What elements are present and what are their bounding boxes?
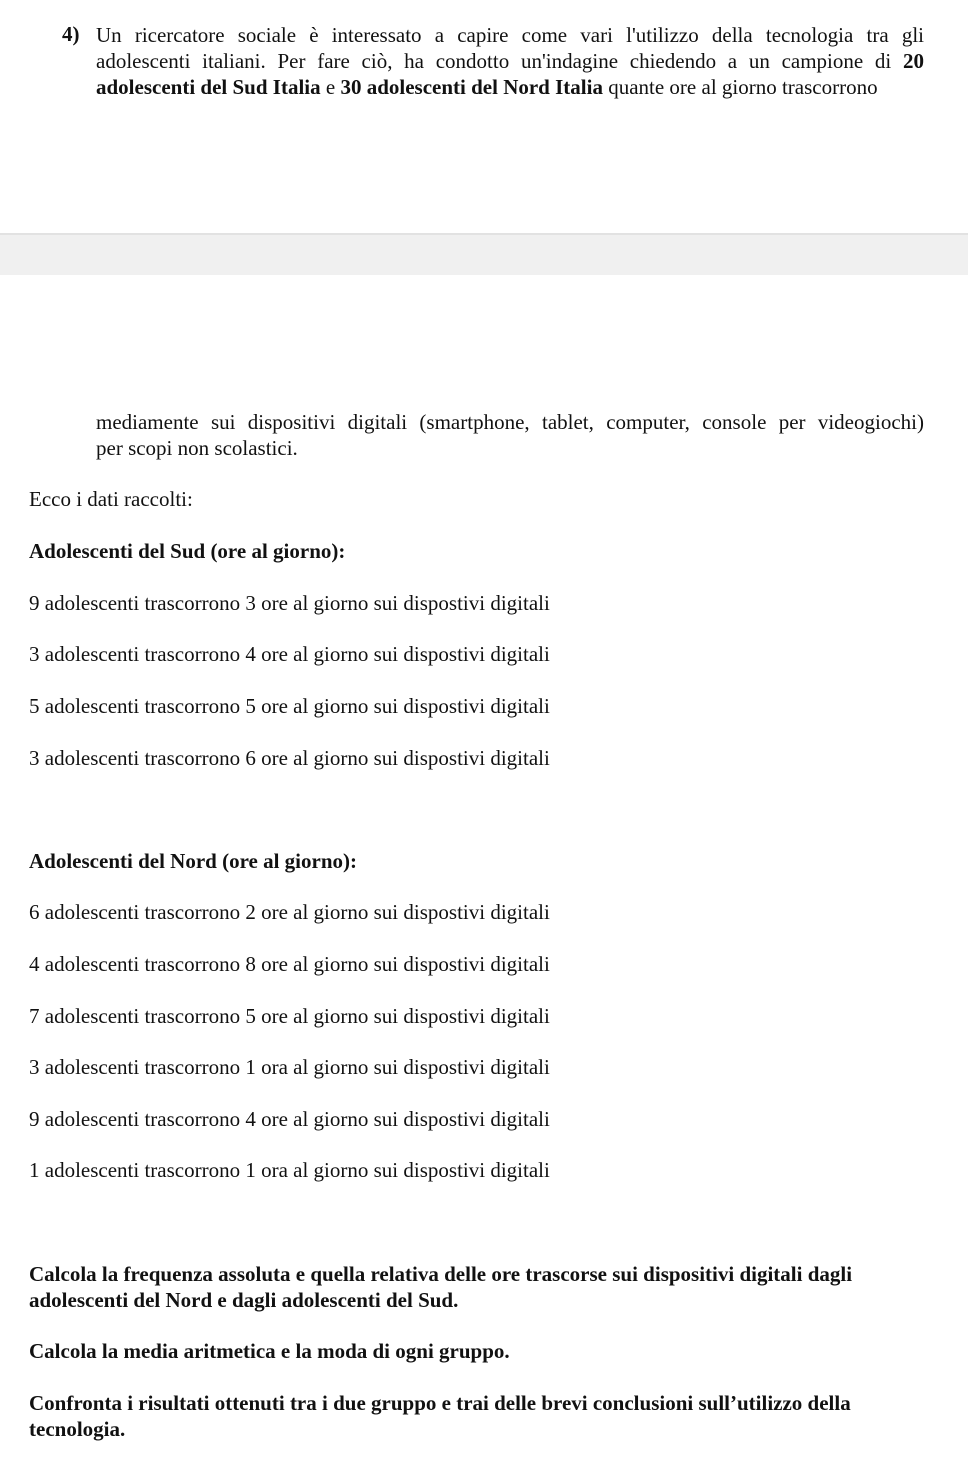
task-1-line-2: adolescenti del Nord e dagli adolescenti del Sud.: [29, 1288, 459, 1312]
nord-row: 3 adolescenti trascorrono 1 ora al giorno sui dispostivi digitali: [29, 1055, 550, 1079]
nord-heading: Adolescenti del Nord (ore al giorno):: [29, 849, 357, 873]
task-3-line-2: tecnologia.: [29, 1417, 126, 1441]
question-number: 4): [62, 22, 80, 46]
data-intro: Ecco i dati raccolti:: [29, 487, 193, 511]
nord-row: 7 adolescenti trascorrono 5 ore al giorno sui dispostivi digitali: [29, 1004, 550, 1028]
sample-size-sud: 20: [903, 49, 924, 73]
question-line-1: Un ricercatore sociale è interessato a capire come vari l'utilizzo della tecnologia tra gli: [96, 23, 924, 47]
question-line-2-text: adolescenti italiani. Per fare ciò, ha condotto un'indagine chiedendo a un campione di: [96, 49, 903, 73]
task-3-line-1: Confronta i risultati ottenuti tra i due gruppo e trai delle brevi conclusioni sull’utilizzo della: [29, 1391, 851, 1415]
task-1-line-1: Calcola la frequenza assoluta e quella relativa delle ore trascorse sui dispositivi digitali dagli: [29, 1262, 853, 1286]
question-line-2: [96, 48, 924, 74]
nord-row: 4 adolescenti trascorrono 8 ore al giorno sui dispostivi digitali: [29, 952, 550, 976]
sud-row: 3 adolescenti trascorrono 4 ore al giorno sui dispostivi digitali: [29, 642, 550, 666]
page-break-divider: [0, 233, 968, 275]
question-line-5: per scopi non scolastici.: [96, 436, 298, 460]
task-2: Calcola la media aritmetica e la moda di ogni gruppo.: [29, 1339, 510, 1363]
nord-row: 9 adolescenti trascorrono 4 ore al giorno sui dispostivi digitali: [29, 1107, 550, 1131]
nord-row: 6 adolescenti trascorrono 2 ore al giorno sui dispostivi digitali: [29, 900, 550, 924]
question-line-3-rest: quante ore al giorno trascorrono: [602, 75, 878, 99]
conjunction: e: [320, 75, 341, 99]
sud-heading: Adolescenti del Sud (ore al giorno):: [29, 539, 346, 563]
sud-row: 9 adolescenti trascorrono 3 ore al giorno sui dispostivi digitali: [29, 591, 550, 615]
question-line-4: mediamente sui dispositivi digitali (smartphone, tablet, computer, console per videogiochi): [96, 410, 924, 434]
sud-sample-label: adolescenti del Sud Italia: [96, 75, 321, 99]
sud-row: 5 adolescenti trascorrono 5 ore al giorno sui dispostivi digitali: [29, 694, 550, 718]
nord-sample-label: 30 adolescenti del Nord Italia: [340, 75, 603, 99]
question-line-3: [96, 74, 924, 100]
sud-row: 3 adolescenti trascorrono 6 ore al giorno sui dispostivi digitali: [29, 746, 550, 770]
nord-row: 1 adolescenti trascorrono 1 ora al giorno sui dispostivi digitali: [29, 1158, 550, 1182]
